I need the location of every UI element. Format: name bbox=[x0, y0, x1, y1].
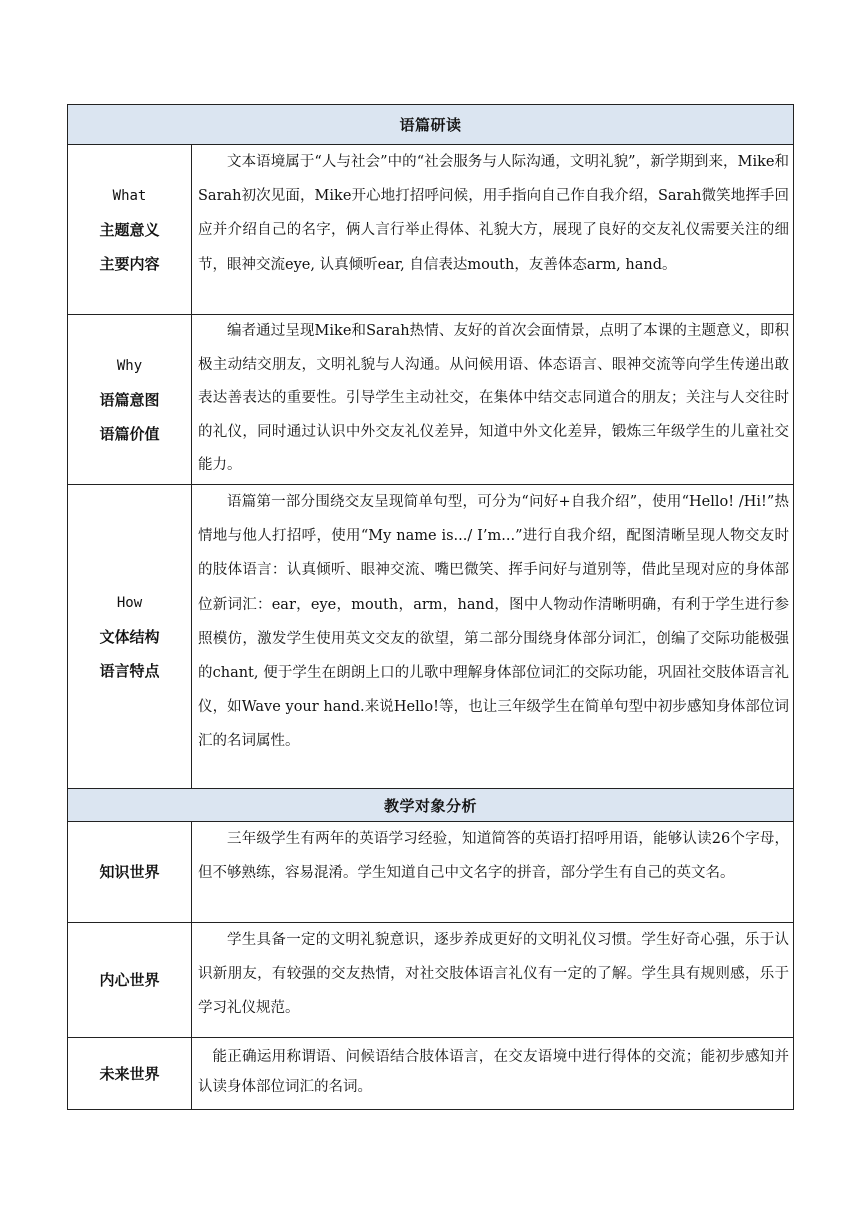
table-row bbox=[68, 485, 794, 789]
row-label-how bbox=[68, 485, 192, 789]
row-label-what bbox=[68, 145, 192, 315]
row-text-why: 编者通过呈现Mike和Sarah热情、友好的首次会面情景，点明了本课的主题意义，即积极主动结交朋友，文明礼貌与人沟通。从问候用语、体态语言、眼神交流等向学生传递出敢表达善表达的重要性。引导学生主动社交，在集体中结交志同道合的朋友；关注与人交往时的礼仪，同时通过认识中外交友礼仪差异，知道中外文化差异，锻炼三年级学生的儿童社交能力。 bbox=[192, 315, 794, 485]
label-line: 语言特点 bbox=[99, 661, 160, 680]
label-line: 主要内容 bbox=[99, 254, 160, 273]
label-line: How bbox=[116, 594, 143, 611]
table-row bbox=[68, 1038, 794, 1110]
table-row bbox=[68, 315, 794, 485]
section-header-row bbox=[68, 105, 794, 145]
label-line: 文体结构 bbox=[99, 627, 160, 646]
section-header-reading: 语篇研读 bbox=[68, 105, 794, 145]
row-text-how: 语篇第一部分围绕交友呈现简单句型，可分为“问好+自我介绍”，使用“Hello! /Hi!”热情地与他人打招呼，使用“My name is.../ I’m...”进行自我介绍，配图清晰呈现人物交友时的肢体语言：认真倾听、眼神交流、嘴巴微笑、挥手问好与道别等，借此呈现对应的身体部位新词汇：ear，eye，mouth，arm，hand，图中人物动作清晰明确，有利于学生进行参照模仿，激发学生使用英文交友的欲望，第二部分围绕身体部分词汇，创编了交际功能极强的chant, 便于学生在朗朗上口的儿歌中理解身体部位词汇的交际功能，巩固社交肢体语言礼仪，如Wave your hand.来说Hello!等，也让三年级学生在简单句型中初步感知身体部位词汇的名词属性。 bbox=[192, 485, 794, 789]
label-line: What bbox=[112, 187, 147, 204]
section-header-analysis: 教学对象分析 bbox=[68, 789, 794, 822]
row-label-future: 未来世界 bbox=[68, 1038, 192, 1110]
table-row bbox=[68, 145, 794, 315]
row-label-why bbox=[68, 315, 192, 485]
row-text-future: 能正确运用称谓语、问候语结合肢体语言，在交友语境中进行得体的交流；能初步感知并认读身体部位词汇的名词。 bbox=[192, 1038, 794, 1110]
table-row bbox=[68, 923, 794, 1038]
row-label-inner: 内心世界 bbox=[68, 923, 192, 1038]
label-line: 主题意义 bbox=[99, 220, 160, 239]
lesson-analysis-table bbox=[67, 104, 794, 1110]
table-row bbox=[68, 822, 794, 923]
row-text-knowledge: 三年级学生有两年的英语学习经验，知道简答的英语打招呼用语，能够认读26个字母，但不够熟练，容易混淆。学生知道自己中文名字的拼音，部分学生有自己的英文名。 bbox=[192, 822, 794, 923]
label-line: 语篇意图 bbox=[99, 390, 160, 409]
row-text-what: 文本语境属于“人与社会”中的“社会服务与人际沟通，文明礼貌”，新学期到来，Mike和Sarah初次见面，Mike开心地打招呼问候，用手指向自己作自我介绍，Sarah微笑地挥手回应并介绍自己的名字，俩人言行举止得体、礼貌大方，展现了良好的交友礼仪需要关注的细节，眼神交流eye, 认真倾听ear, 自信表达mouth，友善体态arm, hand。 bbox=[192, 145, 794, 315]
row-label-knowledge: 知识世界 bbox=[68, 822, 192, 923]
label-line: Why bbox=[116, 357, 143, 374]
label-line: 语篇价值 bbox=[99, 424, 160, 443]
section-header-row bbox=[68, 789, 794, 822]
row-text-inner: 学生具备一定的文明礼貌意识，逐步养成更好的文明礼仪习惯。学生好奇心强，乐于认识新朋友，有较强的交友热情，对社交肢体语言礼仪有一定的了解。学生具有规则感，乐于学习礼仪规范。 bbox=[192, 923, 794, 1038]
